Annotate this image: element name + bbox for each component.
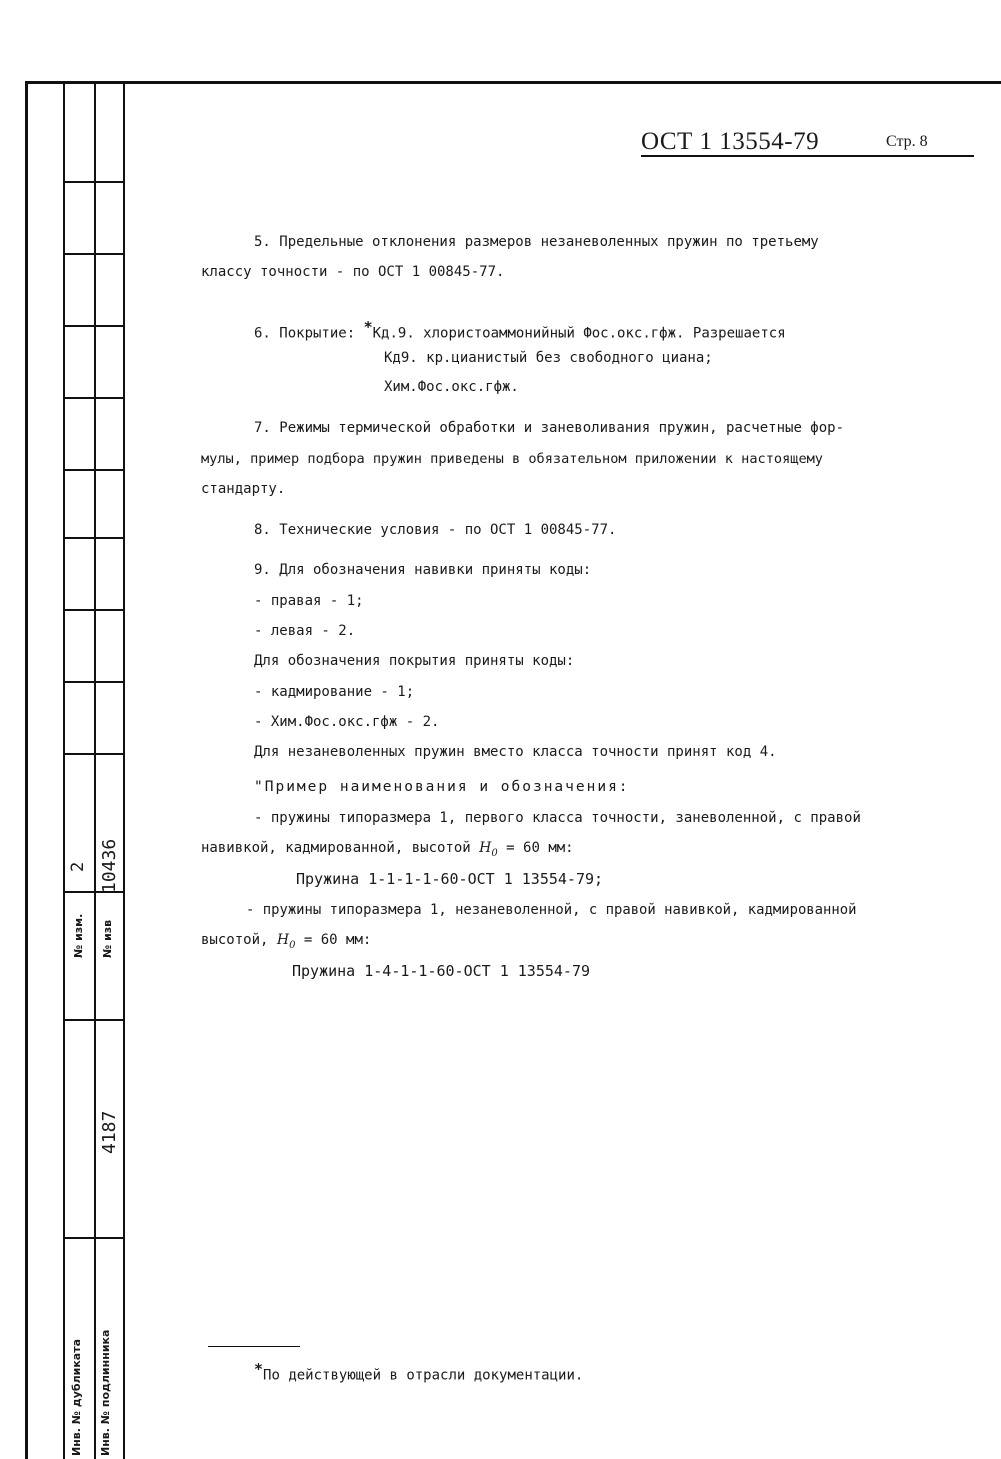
header-rule <box>641 155 974 157</box>
clause-6-star: * <box>363 318 373 336</box>
clause-9-line-6: - Хим.Фос.окс.гфж - 2. <box>254 714 440 730</box>
clause-7-line-2: мулы, пример подбора пружин приведены в обязательном приложении к настоящему <box>201 451 823 467</box>
example-heading: "Пример наименования и обозначения: <box>254 779 630 795</box>
clause-6-line-3: Хим.Фос.окс.гфж. <box>384 379 519 395</box>
podlinnik-label: Инв. № подлинника <box>99 1329 112 1456</box>
standard-code: ОСТ 1 13554-79 <box>641 128 820 155</box>
izm-label: № изм. <box>72 913 85 958</box>
frame-left-border <box>25 81 28 1459</box>
clause-9-line-3: - левая - 2. <box>254 623 356 639</box>
clause-8: 8. Технические условия - по ОСТ 1 00845-77. <box>254 522 617 538</box>
height-symbol-2: H <box>276 932 290 948</box>
clause-6-line-2: Кд9. кр.цианистый без свободного циана; <box>384 350 713 366</box>
clause-9-line-1: 9. Для обозначения навивки приняты коды: <box>254 562 592 578</box>
frame-top-border <box>25 81 1001 84</box>
example-2-value: = 60 мм: <box>295 932 372 948</box>
clause-6-text: Кд.9. хлористоаммонийный Фос.окс.гфж. Разрешается <box>372 325 786 342</box>
example-2-line-2 <box>201 932 371 951</box>
height-subscript-2: 0 <box>289 939 296 951</box>
dublikat-label: Инв. № дубликата <box>70 1338 83 1456</box>
clause-5-line-2: классу точности - по ОСТ 1 00845-77. <box>201 264 505 280</box>
izv-value: 10436 <box>99 838 120 893</box>
example-1-text: навивкой, кадмированной, высотой <box>201 840 480 856</box>
footnote-star: * <box>254 1360 264 1378</box>
clause-7-line-1: 7. Режимы термической обработки и заневоливания пружин, расчетные фор- <box>254 420 845 436</box>
clause-9-line-5: - кадмирование - 1; <box>254 684 415 700</box>
footnote-text: По действующей в отрасли документации. <box>263 1367 584 1384</box>
clause-6-prefix: 6. Покрытие: <box>254 325 364 342</box>
footnote <box>254 1360 583 1384</box>
clause-9-line-4: Для обозначения покрытия приняты коды: <box>254 653 575 669</box>
page-number: Стр. 8 <box>886 133 928 150</box>
example-1-value: = 60 мм: <box>497 840 574 856</box>
example-2-text: высотой, <box>201 932 277 948</box>
example-1-line-2 <box>201 840 574 859</box>
clause-7-line-3: стандарту. <box>201 481 286 497</box>
izv-label: № изв <box>101 919 114 958</box>
izm-value: 2 <box>68 861 88 872</box>
footnote-rule <box>208 1346 300 1347</box>
example-2-code: Пружина 1-4-1-1-60-ОСТ 1 13554-79 <box>292 962 591 980</box>
clause-9-line-7: Для незаневоленных пружин вместо класса точности принят код 4. <box>254 744 777 760</box>
example-1-line-1: - пружины типоразмера 1, первого класса точности, заневоленной, с правой <box>254 810 861 826</box>
example-1-code: Пружина 1-1-1-1-60-ОСТ 1 13554-79; <box>296 870 604 888</box>
clause-9-line-2: - правая - 1; <box>254 593 364 609</box>
clause-5-line-1: 5. Предельные отклонения размеров незаневоленных пружин по третьему <box>254 234 819 250</box>
clause-6-line-1 <box>254 318 786 342</box>
height-subscript: 0 <box>491 847 498 859</box>
example-2-line-1: - пружины типоразмера 1, незаневоленной, с правой навивкой, кадмированной <box>246 902 857 918</box>
height-symbol: H <box>479 840 492 856</box>
podlinnik-value: 4187 <box>99 1110 120 1154</box>
